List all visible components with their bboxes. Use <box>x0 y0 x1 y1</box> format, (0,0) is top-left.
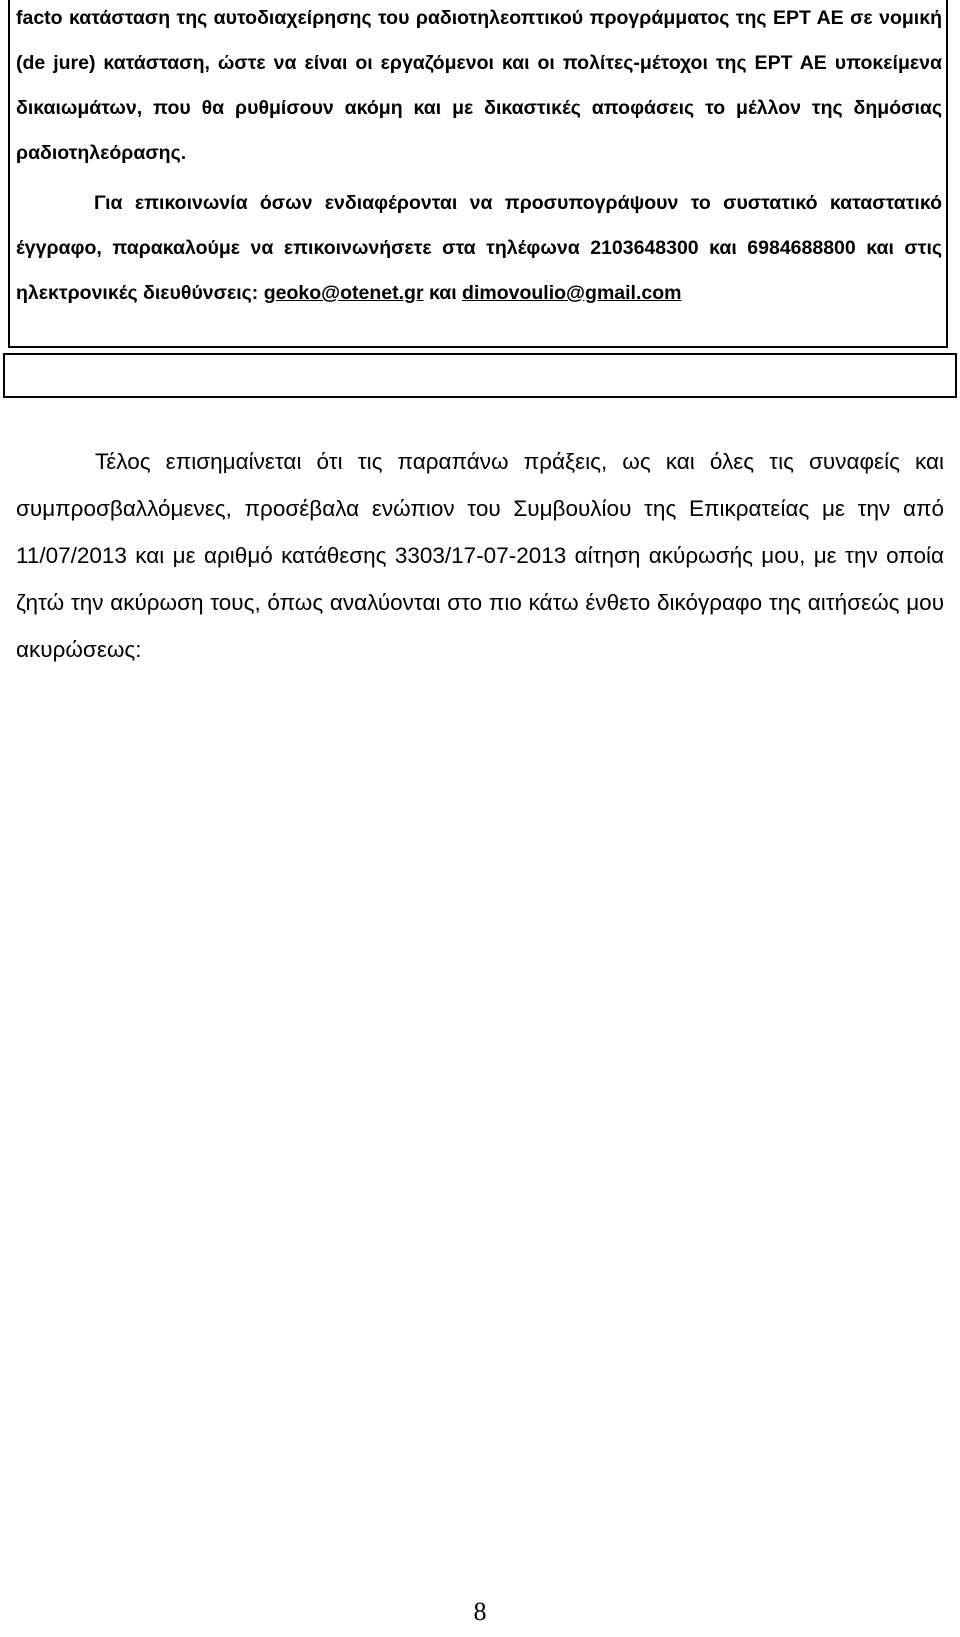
boxed-section <box>8 0 948 348</box>
boxed-paragraph-1: facto κατάσταση της αυτοδιαχείρησης του ραδιοτηλεοπτικού προγράμματος της ΕΡΤ ΑΕ σε νομική (de jure) κατάσταση, ώστε να είναι οι εργαζόμενοι και οι πολίτες-μέτοχοι της ΕΡΤ ΑΕ υποκείμενα δικαιωμάτων, που θα ρυθμίσουν ακόμη και με δικαστικές αποφάσεις το μέλλον της δημόσιας ραδιοτηλεόρασης. <box>16 7 942 164</box>
email-link-2[interactable]: dimovoulio@gmail.com <box>462 282 682 304</box>
connector-text: και <box>423 282 463 304</box>
empty-table-row <box>3 353 957 398</box>
contact-paragraph <box>16 181 942 316</box>
main-paragraph: Τέλος επισημαίνεται ότι τις παραπάνω πράξεις, ως και όλες τις συναφείς και συμπροσβαλλόμενες, προσέβαλα ενώπιον του Συμβουλίου της Επικρατείας με την από 11/07/2013 και με αριθμό κατάθεσης 3303/17-07-2013 αίτηση ακύρωσής μου, με την οποία ζητώ την ακύρωση τους, όπως αναλύονται στο πιο κάτω ένθετο δικόγραφο της αιτήσεώς μου ακυρώσεως: <box>16 449 944 662</box>
contact-text: Για επικοινωνία όσων ενδιαφέρονται να προσυπογράψουν το συστατικό καταστατικό έγγραφο, παρακαλούμε να επικοινωνήσετε στα τηλέφωνα 2103648300 και 6984688800 και στις ηλεκτρονικές διευθύνσεις: <box>16 192 942 304</box>
page-number: 8 <box>473 1597 487 1626</box>
email-link-1[interactable]: geoko@otenet.gr <box>263 282 424 304</box>
